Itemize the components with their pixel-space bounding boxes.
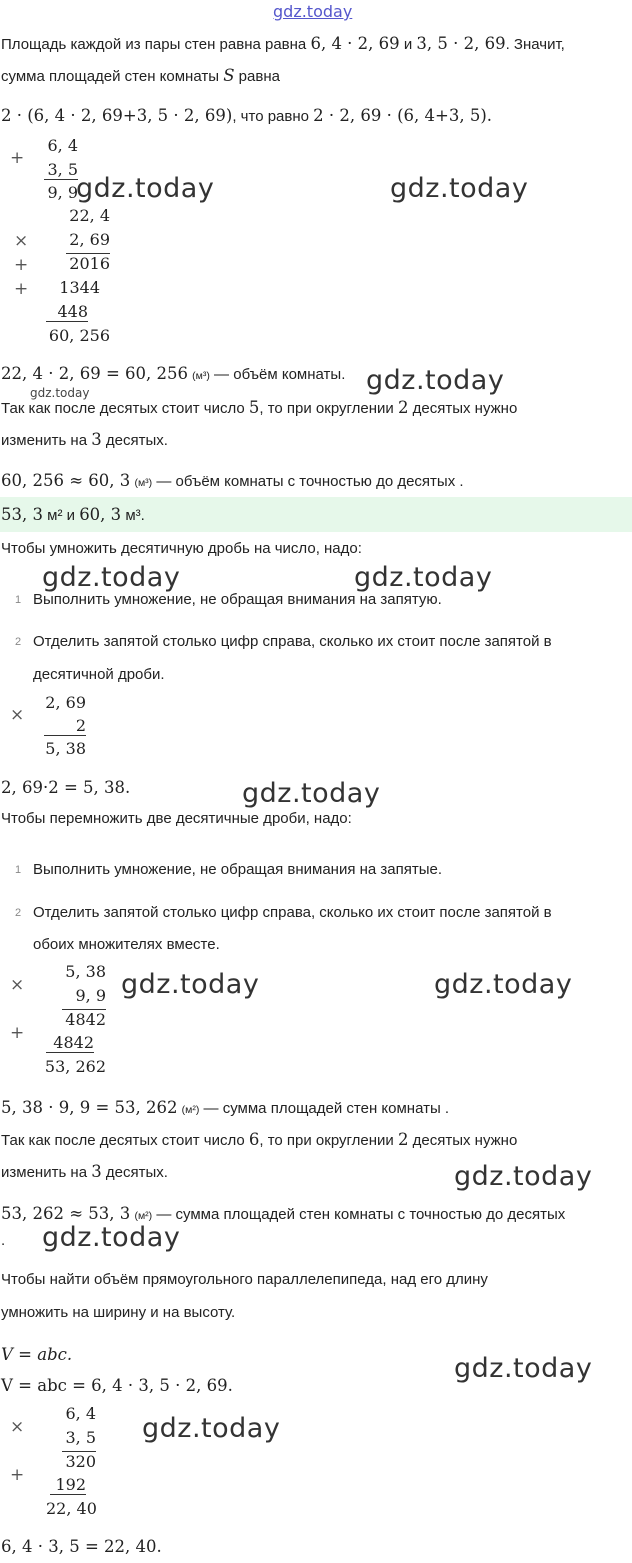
rule1-title: Чтобы умножить десятичную дробь на число, надо: — [1, 540, 362, 557]
answer-unit: м² — [42, 507, 63, 524]
watermark: gdz.today — [121, 969, 260, 1000]
expr-a: 6, 4 · 2, 69 — [310, 34, 400, 53]
calc5-partial-2: 192 — [50, 1475, 86, 1495]
round-text: , то при округлении — [259, 400, 398, 417]
volume-approx-unit: (м³) — [134, 477, 153, 489]
intro-line-1 — [1, 34, 565, 53]
calc5-partial-1: 320 — [62, 1451, 96, 1471]
round-line-2 — [1, 430, 168, 449]
intro-text: равна — [234, 68, 280, 85]
watermark: gdz.today — [454, 1161, 593, 1192]
step-text: Отделить запятой столько цифр справа, сколько их стоит после запятой в — [33, 633, 552, 650]
calc4-factor-b: 9, 9 — [75, 986, 106, 1005]
intro-text: сумма площадей стен комнаты — [1, 68, 224, 85]
volume-equation: 22, 4 · 2, 69 = 60, 256 — [1, 364, 188, 383]
digit: 6 — [248, 1130, 260, 1149]
watermark: gdz.today — [142, 1413, 281, 1444]
step-text: Выполнить умножение, не обращая внимания на запятые. — [33, 861, 443, 878]
digit: 3 — [91, 430, 102, 449]
answer-unit: м³ — [121, 507, 141, 524]
volume-line — [1, 364, 345, 383]
calc5-equation: 6, 4 · 3, 5 = 22, 40. — [1, 1537, 162, 1556]
area-approx-dot: . — [1, 1232, 6, 1249]
op-plus: + — [14, 279, 29, 299]
round-text: Так как после десятых стоит число — [1, 1132, 249, 1149]
step-text: Выполнить умножение, не обращая внимания на запятую. — [33, 591, 442, 608]
step-text: Отделить запятой столько цифр справа, сколько их стоит после запятой в — [33, 904, 552, 921]
calc4-factor-a: 5, 38 — [65, 962, 106, 981]
calc3-equation: 2, 69·2 = 5, 38. — [1, 778, 131, 797]
area-unit: (м²) — [181, 1104, 200, 1116]
intro-text-end: . Значит, — [505, 36, 565, 53]
round-line-2 — [1, 1162, 168, 1181]
volume-approx: 60, 256 ≈ 60, 3 — [1, 471, 131, 490]
and-word: и — [399, 36, 417, 53]
round-text: десятых нужно — [408, 400, 518, 417]
digit: 5 — [248, 398, 260, 417]
area-line — [1, 1098, 449, 1117]
round-line-1 — [1, 1130, 517, 1149]
calc1-term-a: 6, 4 — [47, 136, 78, 155]
area-approx: 53, 262 ≈ 53, 3 — [1, 1204, 131, 1223]
calc3-result: 5, 38 — [45, 739, 86, 758]
answer-and: и — [62, 507, 80, 524]
calc1-result: 9, 9 — [47, 183, 78, 202]
watermark: gdz.today — [76, 173, 215, 204]
volume-formula: V = abc. — [1, 1345, 73, 1364]
round-text: изменить на — [1, 1164, 92, 1181]
op-plus: + — [10, 1465, 25, 1485]
intro-text: Площадь каждой из пары стен равна равна — [1, 36, 311, 53]
step-text: десятичной дроби. — [33, 666, 165, 683]
volume-text: — объём комнаты. — [209, 366, 346, 383]
area-approx-unit: (м²) — [134, 1210, 153, 1222]
digit: 2 — [397, 398, 409, 417]
op-plus: + — [14, 255, 29, 275]
volume-formula-expanded: V = abc = 6, 4 · 3, 5 · 2, 69. — [1, 1376, 233, 1395]
area-approx-text: — сумма площадей стен комнаты с точностью до десятых — [152, 1206, 566, 1223]
intro-text: , что равно — [232, 108, 314, 125]
digit: 2 — [397, 1130, 409, 1149]
op-times: × — [10, 1417, 25, 1437]
watermark: gdz.today — [434, 969, 573, 1000]
step-text: обоих множителях вместе. — [33, 936, 220, 953]
digit: 3 — [91, 1162, 102, 1181]
calc5-result: 22, 40 — [46, 1499, 97, 1518]
area-approx-line — [1, 1204, 565, 1223]
calc5-factor-a: 6, 4 — [65, 1404, 96, 1423]
round-text: Так как после десятых стоит число — [1, 400, 249, 417]
calc2-partial-1: 2016 — [66, 253, 110, 273]
calc4-result: 53, 262 — [44, 1057, 106, 1076]
volume-rule-line-2: умножить на ширину и на высоту. — [1, 1304, 236, 1321]
op-times: × — [10, 705, 25, 725]
dot: . — [486, 106, 493, 125]
volume-approx-line — [1, 471, 464, 490]
answer-line — [1, 505, 145, 524]
op-plus: + — [10, 148, 25, 168]
intro-line-3 — [1, 106, 492, 125]
round-text: десятых. — [101, 432, 168, 449]
calc2-partial-2: 1344 — [59, 278, 100, 297]
round-text: , то при округлении — [259, 1132, 398, 1149]
round-text: десятых. — [101, 1164, 168, 1181]
watermark: gdz.today — [454, 1353, 593, 1384]
step-number: 1 — [15, 864, 22, 876]
var-s: S — [223, 66, 235, 85]
volume-rule-line-1: Чтобы найти объём прямоугольного параллелепипеда, над его длину — [1, 1271, 488, 1288]
calc2-factor-a: 22, 4 — [69, 206, 110, 225]
calc1-term-b: 3, 5 — [44, 160, 78, 180]
volume-approx-text: — объём комнаты с точностью до десятых . — [152, 473, 464, 490]
step-number: 2 — [15, 907, 22, 919]
answer-volume: 60, 3 — [79, 505, 122, 524]
calc3-factor-b: 2 — [44, 716, 86, 736]
sum-expression-1: 2 · (6, 4 · 2, 69+3, 5 · 2, 69) — [1, 106, 233, 125]
round-text: десятых нужно — [408, 1132, 518, 1149]
watermark: gdz.today — [366, 365, 505, 396]
op-times: × — [14, 231, 29, 251]
calc2-partial-3: 448 — [46, 302, 88, 322]
watermark: gdz.today — [42, 562, 181, 593]
sum-expression-2: 2 · 2, 69 · (6, 4+3, 5) — [313, 106, 487, 125]
watermark-small: gdz.today — [30, 386, 90, 400]
calc2-factor-b: 2, 69 — [69, 230, 110, 249]
answer-area: 53, 3 — [1, 505, 43, 524]
volume-unit: (м³) — [192, 370, 210, 382]
rule2-title: Чтобы перемножить две десятичные дроби, надо: — [1, 810, 352, 827]
op-times: × — [10, 975, 25, 995]
step-number: 2 — [15, 636, 22, 648]
round-text: изменить на — [1, 432, 92, 449]
watermark: gdz.today — [354, 562, 493, 593]
expr-b: 3, 5 · 2, 69 — [416, 34, 506, 53]
calc4-partial-1: 4842 — [62, 1009, 106, 1029]
calc4-partial-2: 4842 — [46, 1033, 94, 1053]
watermark: gdz.today — [390, 173, 529, 204]
site-header-link[interactable]: gdz.today — [273, 2, 353, 21]
step-number: 1 — [15, 594, 22, 606]
intro-line-2 — [1, 66, 280, 85]
op-plus: + — [10, 1023, 25, 1043]
calc3-factor-a: 2, 69 — [45, 693, 86, 712]
answer-dot: . — [140, 507, 145, 524]
watermark: gdz.today — [42, 1222, 181, 1253]
calc5-factor-b: 3, 5 — [65, 1428, 96, 1447]
area-text: — сумма площадей стен комнаты . — [199, 1100, 450, 1117]
round-line-1 — [1, 398, 517, 417]
watermark: gdz.today — [242, 778, 381, 809]
area-equation: 5, 38 · 9, 9 = 53, 262 — [1, 1098, 178, 1117]
calc2-result: 60, 256 — [48, 326, 110, 345]
